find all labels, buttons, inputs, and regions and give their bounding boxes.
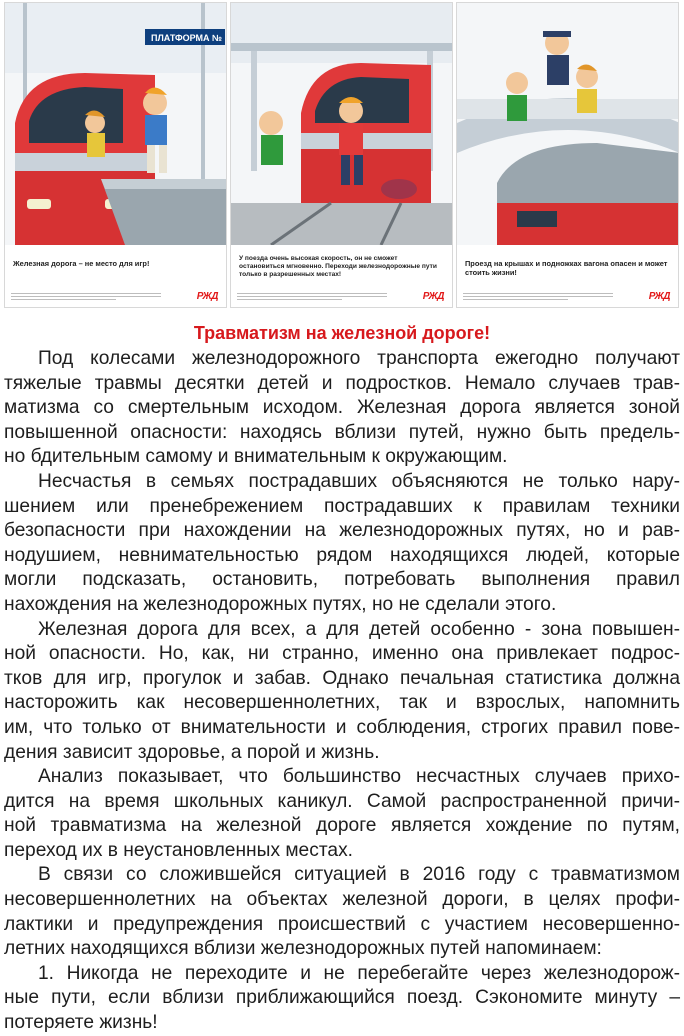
text-line: Под колесами железнодорожного транспорта ежегодно получают bbox=[38, 348, 680, 369]
text-line: потеряете жизнь! bbox=[4, 1012, 158, 1034]
text-line: тяжелые травмы десятки детей и подростков. Немало случаев трав- bbox=[4, 372, 680, 394]
text-line: тков для игр, прогулок и забав. Однако печальная статистика должна bbox=[4, 667, 680, 689]
text-line: безопасности при нахождении на железнодорожных путях, но и рав- bbox=[4, 520, 680, 542]
fine-print bbox=[237, 293, 387, 301]
rzd-logo: РЖД bbox=[648, 291, 670, 302]
text-line: могли подсказать, остановить, потребовать выполнения правил bbox=[4, 569, 680, 591]
text-line: нодушием, невнимательностью рядом находящихся людей, которые bbox=[4, 544, 680, 566]
poster-illustration-bridge-train bbox=[457, 3, 679, 245]
text-line: насторожить как несовершеннолетних, так и взрослых, напомнить bbox=[4, 692, 680, 714]
poster-illustration-track-crossing bbox=[231, 3, 453, 245]
poster-strip bbox=[0, 0, 684, 312]
text-line: ной опасности. Но, как, ни странно, именно она привлекает подрос- bbox=[4, 643, 680, 665]
text-line: Железная дорога для всех, а для детей особенно - зона повышен- bbox=[38, 618, 680, 640]
poster-not-a-playground bbox=[4, 2, 227, 308]
text-line: но бдительным самому и внимательным к окружающим. bbox=[4, 446, 508, 468]
poster-roof-riding bbox=[456, 2, 679, 308]
text-line: дится на время школьных каникул. Самой распространенной причи- bbox=[4, 790, 680, 812]
text-line: В связи со сложившейся ситуацией в 2016 году с травматизмом bbox=[38, 864, 680, 886]
text-line: нахождения на железнодорожных путях, но не сделали этого. bbox=[4, 593, 557, 615]
text-line: лактики и предупреждения происшествий с участием несовершенно- bbox=[4, 913, 680, 935]
poster-caption: Железная дорога – не место для игр! bbox=[13, 259, 150, 268]
text-line: им, что только от внимательности и соблюдения, строгих правил пове- bbox=[4, 716, 680, 738]
text-line: повышенной опасности: находясь вблизи путей, нужно быть предель- bbox=[4, 421, 680, 443]
poster-caption: Проезд на крышах и подножках вагона опасен и может стоить жизни! bbox=[465, 259, 668, 277]
poster-illustration-train-platform bbox=[5, 3, 227, 245]
text-line: дения зависит здоровье, а порой и жизнь. bbox=[4, 741, 380, 763]
text-line: ной травматизма на железной дороге является хождение по путям, bbox=[4, 815, 680, 837]
text-line: ные пути, если вблизи приближающийся поезд. Сэкономите минуту – bbox=[4, 987, 680, 1009]
text-line: шением или пренебрежением пострадавших к правилам техники bbox=[4, 495, 680, 517]
rzd-logo: РЖД bbox=[196, 291, 218, 302]
text-line: 1. Никогда не переходите и не перебегайте через железнодорож- bbox=[38, 962, 680, 984]
fine-print bbox=[11, 293, 161, 301]
poster-high-speed bbox=[230, 2, 453, 308]
text-line: Анализ показывает, что большинство несчастных случаев прихо- bbox=[38, 766, 680, 788]
text-line: переход их в неустановленных местах. bbox=[4, 839, 353, 861]
article-title: Травматизм на железной дороге! bbox=[193, 323, 491, 343]
poster-caption: У поезда очень высокая скорость, он не сможет остановиться мгновенно. Переходи железнодорожные пути только в разрешенных местах! bbox=[239, 255, 437, 278]
rzd-logo: РЖД bbox=[422, 291, 444, 302]
text-line: Несчастья в семьях пострадавших объясняются не только нару- bbox=[38, 470, 680, 492]
platform-sign: ПЛАТФОРМА № bbox=[151, 33, 223, 43]
fine-print bbox=[463, 293, 613, 301]
text-line: летних находящихся вблизи железнодорожных путей напоминаем: bbox=[4, 938, 602, 960]
text-line: матизма со смертельным исходом. Железная дорога является зоной bbox=[4, 397, 680, 419]
article-body bbox=[4, 347, 680, 1036]
text-line: несовершеннолетних на объектах железной дороги, в целях профи- bbox=[4, 889, 680, 911]
